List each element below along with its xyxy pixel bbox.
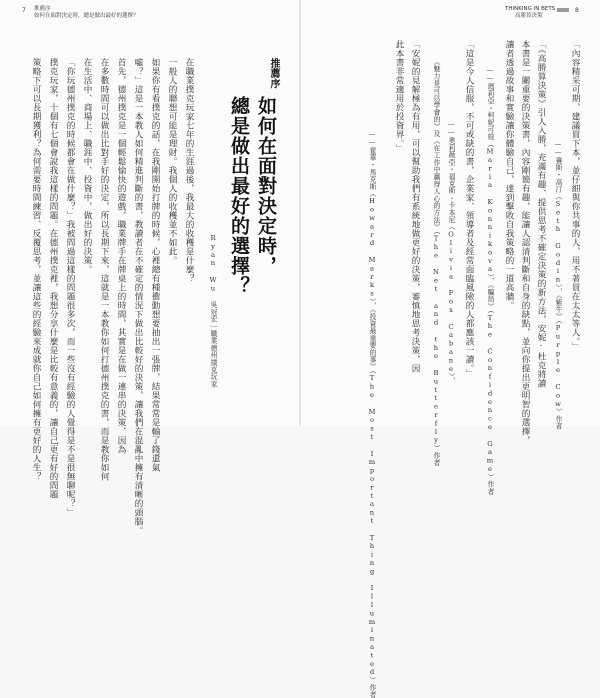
right-page-number: 8 [575, 7, 579, 14]
quote-attribution: 《魅力是可以學會的》及《在工作中贏得人心的方法》（The Net and the Butterfly）作者 [432, 58, 440, 467]
left-page-number: 7 [22, 7, 26, 14]
header-ornament [557, 8, 569, 12]
quote-column: 「內容精采可期，建議買下本，並仔細與你共事的人，用不著買在太太等人。」 [570, 40, 580, 351]
right-running-header-2: 高勝算決策 [515, 13, 543, 19]
preface-title-line2: 總是做出最好的選擇？ [228, 96, 250, 296]
quote-column: 本書是一關重要的決策書，內容剛簡有趣，能讓人認清判斷和自身的缺點，並向你提出更明智的選擇， [520, 40, 530, 445]
body-column: 噓？」這是一本教人如何精進判斷的書，教讀者在不確定的情況下做出比較好的決策，讓我們在混亂中擁有清晰的頭腦。 [133, 58, 143, 535]
preface-author: Ryan Wu 吳冠宏｜職業德州撲克玩家 [209, 234, 217, 388]
left-page [0, 0, 299, 535]
body-column: 策略下可以長期獲利？為何需要時間練習、反覆思考，並讓這些的經驗來成就你自己如何擁有更好的人生？ [31, 58, 41, 481]
quote-column: 「這是今人信服，不可或缺的書，企業家、領導者及經常面臨風險的人都應該一讀。」 [464, 40, 474, 378]
right-page [301, 0, 600, 698]
preface-tag: 推薦序 [268, 58, 279, 90]
right-running-header-1: THINKING IN BETS [505, 6, 556, 12]
quote-attribution: ——霍華・馬克斯（Howard Marks），《投資最重要的事》（The Most Important Thing Illuminated）作者 [368, 130, 376, 698]
quote-column: 「《高勝算決策》引人入勝，充滿有趣、提供思考不確定決策的新方法，安妮·杜克將讀 [536, 40, 546, 389]
preface-title-line1: 如何在面對決定時， [255, 96, 277, 276]
body-column: 在職業撲克玩家七年的生涯過後，我最大的收穫是什麼？ [184, 58, 194, 283]
left-running-header-2: 如何在面對決定時，總是做出最好的選擇？ [34, 13, 139, 19]
left-running-header-1: 推薦序 [34, 6, 51, 12]
quote-attribution: ——賽斯・高汀（Seth Godin），《紫牛》（Purple Cow）作者 [554, 140, 562, 430]
quote-attribution: ——瑪莉亞・柯妮可娃（Maria Konnikova），《騙局》（The Confidence Game）作者 [486, 66, 494, 495]
body-column: 在多數時間可以做出比對手好的決定，所以長期下來，這就是一本教你如何打德州撲克的書，而是教你如何 [99, 58, 109, 481]
quote-column: 此本書非常適用於投資界。」 [394, 40, 404, 153]
body-column: 一般人的聯想可能是理財。我個人的收穫並不如此。 [167, 58, 177, 265]
body-column: 如果你有看撲克的話，在我剛開始打牌的時候，心裡總有種衝動想要抽出一張牌，結果常常是輸了錢還氣 [150, 58, 160, 472]
body-column: 「你玩德州撲克的時候都會在做什麼？」我被問過這樣的問題很多次，而一些沒有經驗的人覺得是不是很無聊呢？」 [65, 58, 75, 517]
body-column: 首先，德州撲克是一個輕鬆愉快的遊戲，職業牌手在牌桌上的時間，其實是在做一連串的決策，因為 [116, 58, 126, 454]
quote-column: 「安妮的見解極為有用，可以幫助我們有系統地做更好的決策，審慎地思考決策，因 [410, 40, 420, 373]
quote-column: 讓者透過故事和實驗讓你體驗自己，達到擊敗自我策略的一道高牆。 [504, 40, 514, 310]
body-column: 撲克玩家，十個有七個會說我這樣的問題。在德州撲克裡，我想分享什麼是比較有意義的，讓自己更有好的問題 [48, 58, 58, 499]
quote-attribution: ——奧莉薇亞・福克斯・卡本尼（Olivia Fox Cabane）， [447, 120, 455, 385]
body-column: 在生活中、商場上、職涯中、投資中，做出好的決策。 [82, 58, 92, 274]
